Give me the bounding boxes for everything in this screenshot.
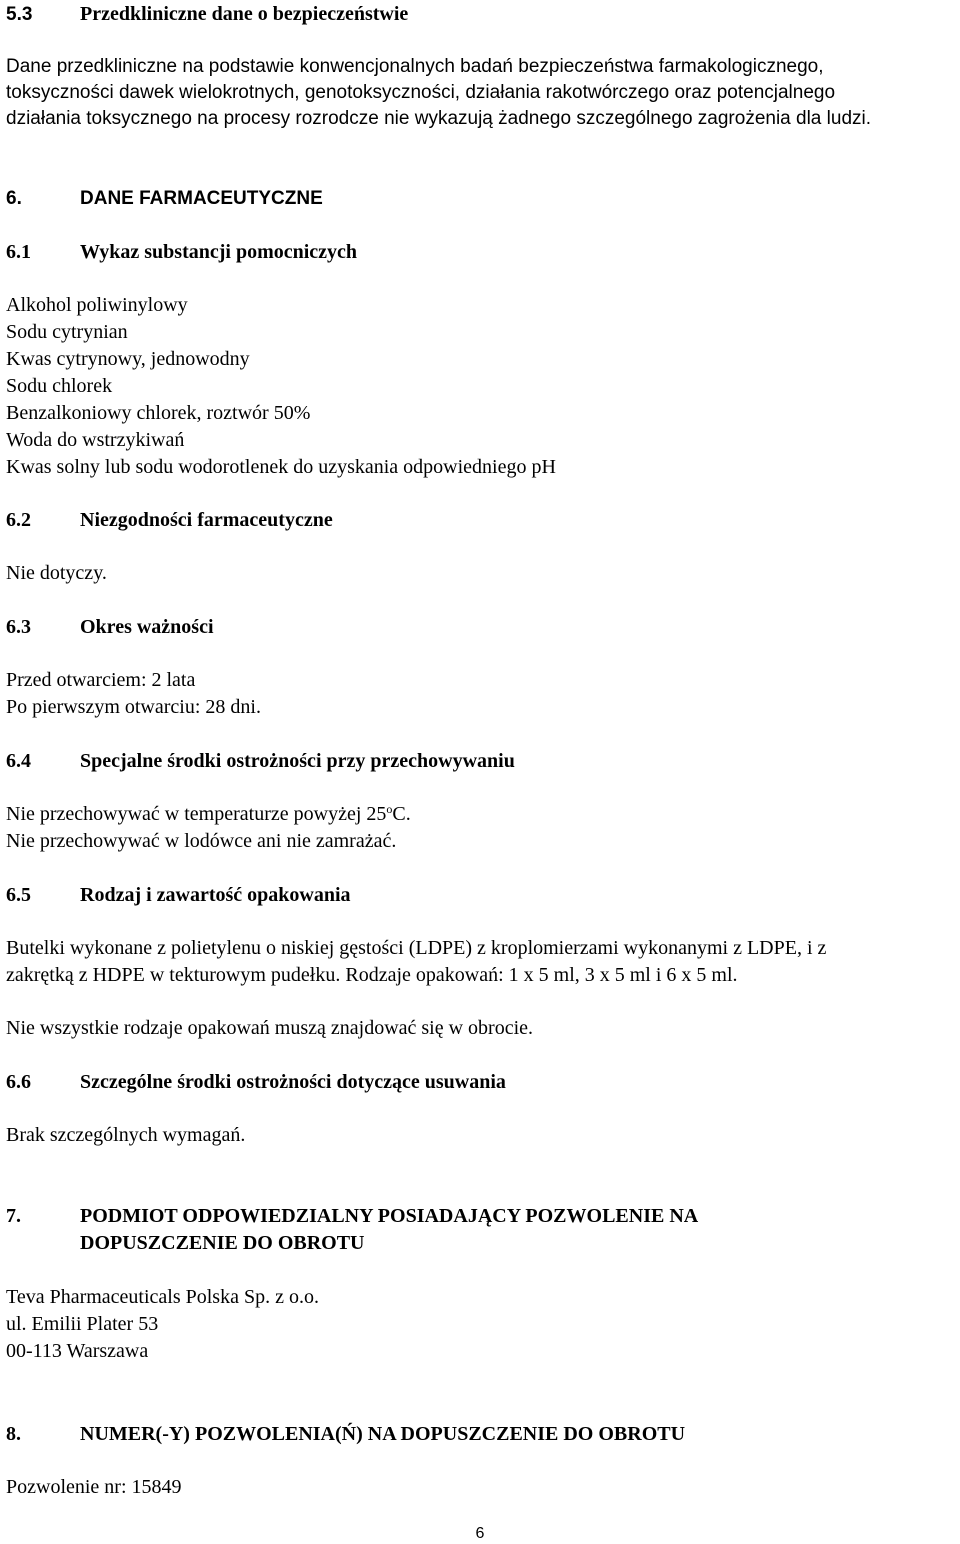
section-6-2-text: Nie dotyczy. [6, 562, 107, 584]
section-title: DANE FARMACEUTYCZNE [80, 188, 323, 209]
section-number: 6.1 [6, 241, 31, 263]
section-number: 5.3 [6, 4, 33, 25]
section-7-heading [6, 1204, 698, 1228]
storage-text: Nie przechowywać w temperaturze powyżej 25 [6, 803, 387, 825]
section-6-2-heading [6, 508, 333, 532]
degree-superscript: o [386, 802, 393, 816]
section-6-6-text: Brak szczególnych wymagań. [6, 1124, 246, 1146]
section-number: 6.3 [6, 616, 31, 638]
authorization-number: Pozwolenie nr: 15849 [6, 1476, 182, 1498]
section-6-5-heading [6, 883, 351, 907]
section-5-3-text-line: działania toksycznego na procesy rozrodcze nie wykazują żadnego szczególnego zagrożenia dla ludzi. [6, 108, 872, 129]
section-number: 7. [6, 1205, 21, 1227]
packaging-line: Butelki wykonane z polietylenu o niskiej gęstości (LDPE) z kroplomierzami wykonanymi z LDPE, i z [6, 937, 827, 959]
section-6-4-heading [6, 749, 515, 773]
shelf-life-line: Przed otwarciem: 2 lata [6, 669, 196, 691]
shelf-life-line: Po pierwszym otwarciu: 28 dni. [6, 696, 261, 718]
excipient-item: Sodu cytrynian [6, 321, 128, 343]
excipient-item: Kwas cytrynowy, jednowodny [6, 348, 250, 370]
storage-line [6, 802, 411, 826]
section-6-heading [6, 187, 323, 211]
packaging-line: zakrętką z HDPE w tekturowym pudełku. Rodzaje opakowań: 1 x 5 ml, 3 x 5 ml i 6 x 5 ml. [6, 964, 738, 986]
section-title: NUMER(-Y) POZWOLENIA(Ń) NA DOPUSZCZENIE DO OBROTU [80, 1423, 686, 1445]
packaging-note: Nie wszystkie rodzaje opakowań muszą znajdować się w obrocie. [6, 1017, 534, 1039]
section-title: Przedkliniczne dane o bezpieczeństwie [80, 3, 409, 25]
holder-address-line: Teva Pharmaceuticals Polska Sp. z o.o. [6, 1286, 319, 1308]
section-title: Rodzaj i zawartość opakowania [80, 884, 351, 906]
section-5-3-text-line: Dane przedkliniczne na podstawie konwencjonalnych badań bezpieczeństwa farmakologicznego, [6, 56, 824, 77]
section-title: Specjalne środki ostrożności przy przechowywaniu [80, 750, 515, 772]
section-number: 6. [6, 188, 22, 209]
section-5-3-text-line: toksyczności dawek wielokrotnych, genotoksyczności, działania rakotwórczego oraz potencjalnego [6, 82, 836, 103]
section-title: Szczególne środki ostrożności dotyczące usuwania [80, 1071, 506, 1093]
excipient-item: Benzalkoniowy chlorek, roztwór 50% [6, 402, 311, 424]
section-6-6-heading [6, 1070, 506, 1094]
section-number: 6.2 [6, 509, 31, 531]
holder-address-line: ul. Emilii Plater 53 [6, 1313, 159, 1335]
storage-unit: C. [392, 803, 411, 825]
section-number: 8. [6, 1423, 21, 1445]
section-8-heading [6, 1422, 685, 1446]
section-title: PODMIOT ODPOWIEDZIALNY POSIADAJĄCY POZWOLENIE NA [80, 1205, 699, 1227]
holder-address-line: 00-113 Warszawa [6, 1340, 149, 1362]
excipient-item: Kwas solny lub sodu wodorotlenek do uzyskania odpowiedniego pH [6, 456, 556, 478]
section-number: 6.5 [6, 884, 31, 906]
section-6-3-heading [6, 615, 214, 639]
excipient-item: Sodu chlorek [6, 375, 113, 397]
excipient-item: Alkohol poliwinylowy [6, 294, 188, 316]
section-6-1-heading [6, 240, 357, 264]
section-number: 6.6 [6, 1071, 31, 1093]
section-7-heading-line2: DOPUSZCZENIE DO OBROTU [80, 1232, 365, 1254]
section-5-3-heading [6, 2, 408, 27]
page-number: 6 [475, 1525, 485, 1542]
section-title: Wykaz substancji pomocniczych [80, 241, 358, 263]
excipient-item: Woda do wstrzykiwań [6, 429, 185, 451]
section-title: Okres ważności [80, 616, 214, 638]
section-title: Niezgodności farmaceutyczne [80, 509, 333, 531]
storage-line: Nie przechowywać w lodówce ani nie zamrażać. [6, 830, 397, 852]
section-number: 6.4 [6, 750, 31, 772]
